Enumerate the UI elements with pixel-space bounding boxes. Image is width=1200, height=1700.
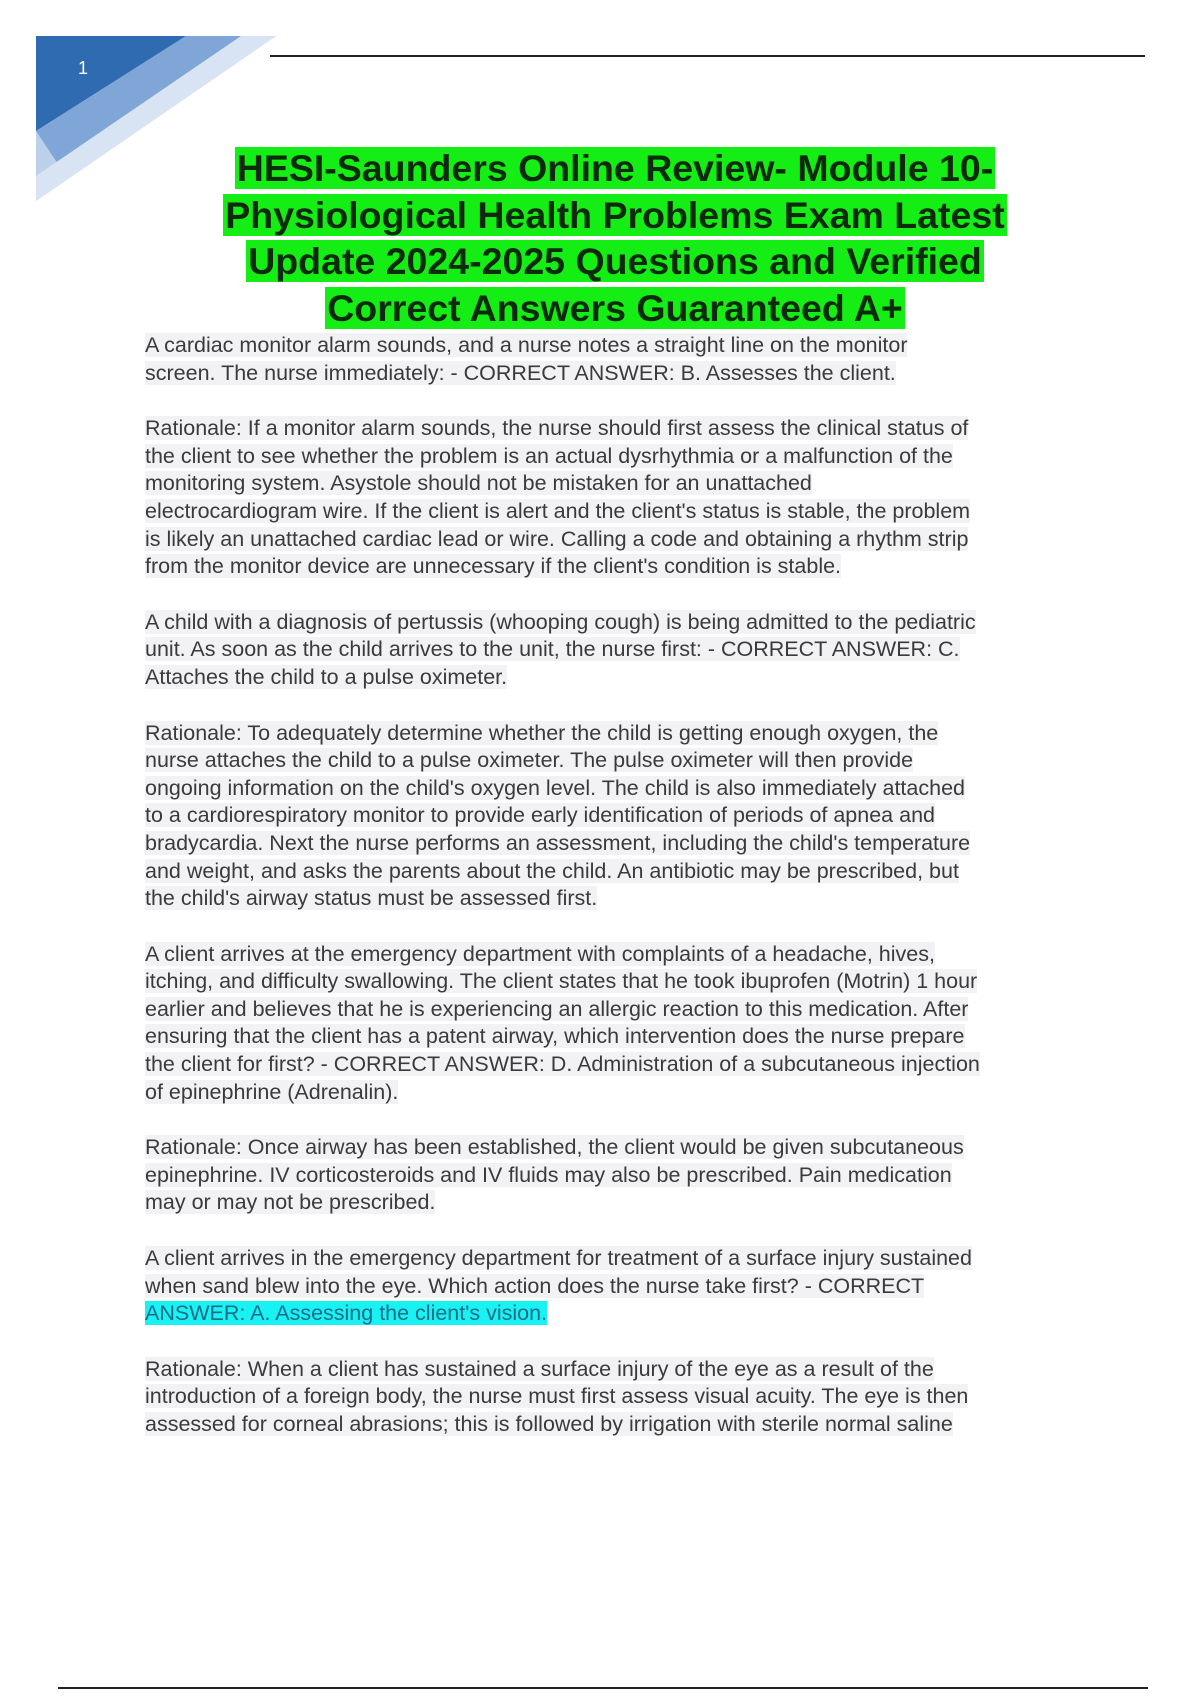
rationale-text: Rationale: To adequately determine whether the child is getting enough oxygen, the nurse attaches the child to a pulse oximeter. The pulse oximeter will then provide ongoing information on the child's oxygen level. The child is also immediately attached to a cardiorespiratory monitor to provide early identification of periods of apnea and bradycardia. Next the nurse performs an assessment, including the child's temperature and weight, and asks the parents about the child. An antibiotic may be prescribed, but the child's airway status must be assessed first. bbox=[145, 720, 971, 911]
question-paragraph bbox=[145, 941, 1090, 1107]
rationale-paragraph bbox=[145, 720, 1090, 913]
rationale-paragraph bbox=[145, 1356, 1090, 1439]
question-text: A client arrives at the emergency department with complaints of a headache, hives, itching, and difficulty swallowing. The client states that he took ibuprofen (Motrin) 1 hour earlier and believes that he is experiencing an allergic reaction to this medication. After ensuring that the client has a patent airway, which intervention does the nurse prepare the client for first? - CORRECT ANSWER: D. Administration of a subcutaneous injection of epinephrine (Adrenalin). bbox=[145, 941, 980, 1104]
title-line: Correct Answers Guaranteed A+ bbox=[327, 286, 903, 329]
question-paragraph bbox=[145, 1245, 1090, 1328]
rationale-text: Rationale: If a monitor alarm sounds, the nurse should first assess the clinical status of the client to see whether the problem is an actual dysrhythmia or a malfunction of the monitoring system. Asystole should not be mistaken for an unattached electrocardiogram wire. If the client is alert and the client's status is stable, the problem is likely an unattached cardiac lead or wire. Calling a code and obtaining a rhythm strip from the monitor device are unnecessary if the client's condition is stable. bbox=[145, 416, 971, 579]
title-line: Update 2024-2025 Questions and Verified bbox=[248, 240, 982, 282]
question-text: A child with a diagnosis of pertussis (whooping cough) is being admitted to the pediatric unit. As soon as the child arrives to the unit, the nurse first: - CORRECT ANSWER: C. Attaches the child to a pulse oximeter. bbox=[145, 609, 976, 689]
document-body bbox=[145, 332, 1090, 1467]
title-block bbox=[120, 145, 1110, 331]
rationale-text: Rationale: Once airway has been established, the client would be given subcutaneous epinephrine. IV corticosteroids and IV fluids may also be prescribed. Pain medication may or may not be prescribed. bbox=[145, 1135, 964, 1215]
highlighted-answer: ANSWER: A. Assessing the client's vision. bbox=[145, 1301, 548, 1326]
question-paragraph bbox=[145, 332, 1090, 387]
rationale-paragraph bbox=[145, 1134, 1090, 1217]
rationale-paragraph bbox=[145, 415, 1090, 581]
title-line: HESI-Saunders Online Review- Module 10- bbox=[236, 147, 994, 189]
question-text: A cardiac monitor alarm sounds, and a nurse notes a straight line on the monitor screen. The nurse immediately: - CORRECT ANSWER: B. Assesses the client. bbox=[145, 333, 908, 385]
question-text: A client arrives in the emergency department for treatment of a surface injury sustained when sand blew into the eye. Which action does the nurse take first? - CORRECT bbox=[145, 1246, 972, 1298]
title-line: Physiological Health Problems Exam Latest bbox=[225, 193, 1005, 236]
document-title bbox=[223, 147, 1006, 329]
footer-divider bbox=[58, 1687, 1148, 1689]
rationale-text: Rationale: When a client has sustained a surface injury of the eye as a result of the introduction of a foreign body, the nurse must first assess visual acuity. The eye is then assessed for corneal abrasions; this is followed by irrigation with sterile normal saline bbox=[145, 1356, 969, 1436]
page-number: 1 bbox=[78, 58, 89, 78]
header-divider bbox=[270, 55, 1145, 57]
question-paragraph bbox=[145, 609, 1090, 692]
